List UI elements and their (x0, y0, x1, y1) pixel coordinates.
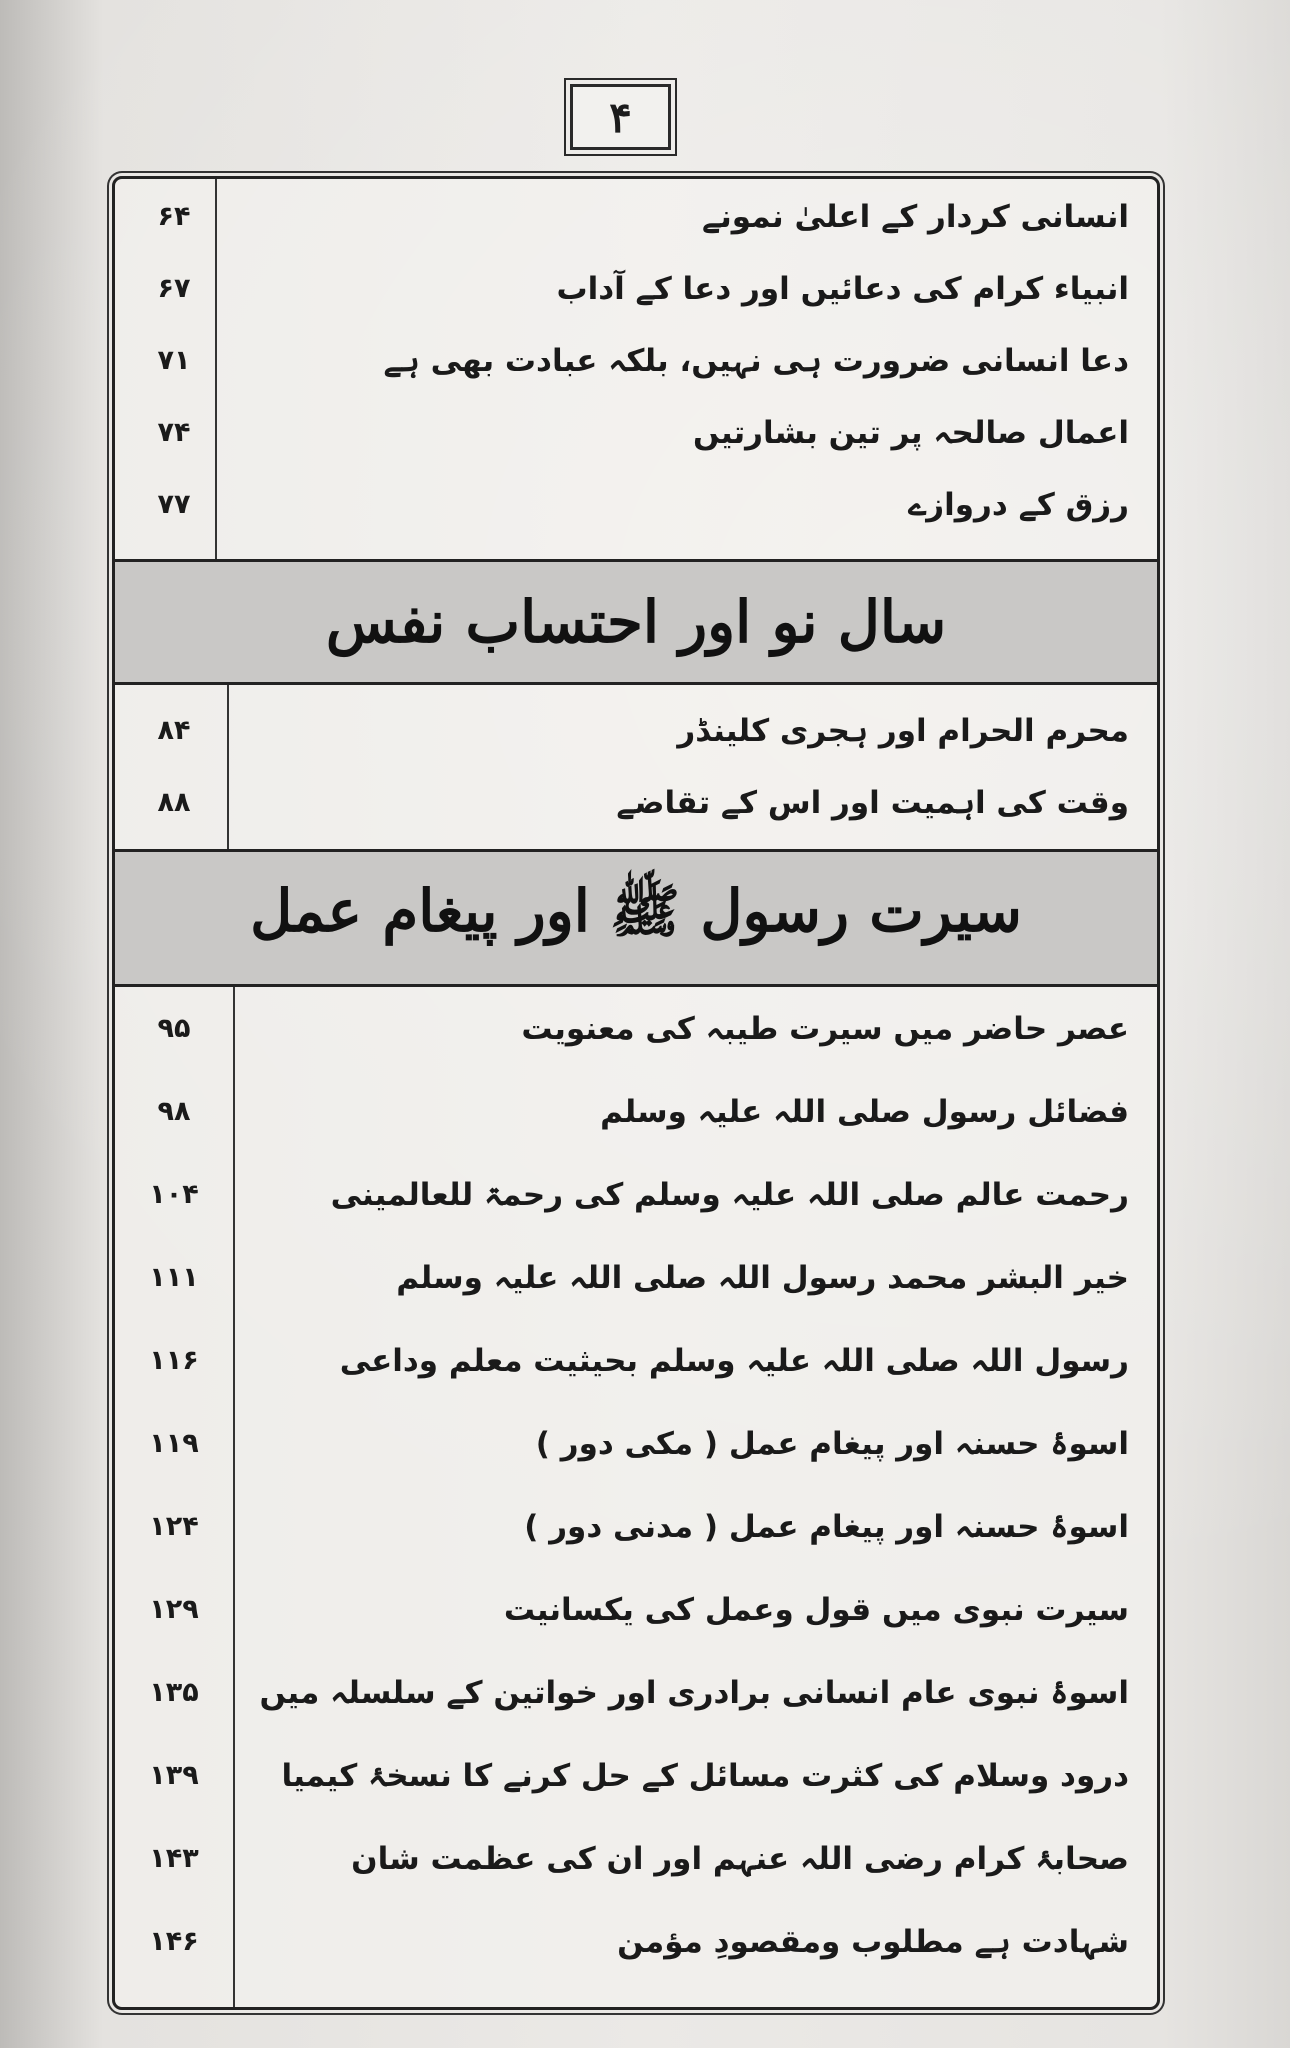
toc-entry-page: ۱۳۵ (149, 1677, 199, 1708)
section-heading-band (115, 852, 1157, 984)
toc-row (115, 331, 1157, 391)
toc-entry-page: ۱۲۹ (149, 1594, 199, 1625)
toc-row (115, 1082, 1157, 1142)
toc-row (115, 1414, 1157, 1474)
toc-entry-title: خیر البشر محمد رسول اللہ صلی اللہ علیہ وسلم (396, 1260, 1129, 1296)
toc-entry-title: درود وسلام کی کثرت مسائل کے حل کرنے کا نسخۂ کیمیا (281, 1758, 1129, 1794)
toc-entry-page: ۱۲۴ (149, 1511, 199, 1542)
toc-row (115, 1746, 1157, 1806)
toc-entry-page: ۷۴ (157, 417, 191, 448)
toc-entry-title: سیرت نبوی میں قول وعمل کی یکسانیت (503, 1592, 1129, 1628)
toc-row (115, 1912, 1157, 1972)
toc-entry-title: محرم الحرام اور ہجری کلینڈر (677, 713, 1129, 749)
toc-entry-title: انسانی کردار کے اعلیٰ نمونے (702, 199, 1129, 235)
toc-row (115, 999, 1157, 1059)
toc-entry-title: انبیاء کرام کی دعائیں اور دعا کے آداب (556, 271, 1129, 307)
toc-row (115, 475, 1157, 535)
page-number-box (570, 84, 671, 150)
toc-entry-title: صحابۂ کرام رضی اللہ عنہم اور ان کی عظمت شان (351, 1841, 1129, 1877)
toc-entry-page: ۱۱۹ (149, 1428, 199, 1459)
page-number: ۴ (609, 92, 632, 142)
contents-frame (112, 176, 1160, 2010)
toc-entry-page: ۱۱۱ (149, 1262, 199, 1293)
toc-entry-title: عصر حاضر میں سیرت طیبہ کی معنویت (521, 1011, 1129, 1047)
toc-entry-page: ۸۸ (157, 787, 191, 818)
toc-entry-page: ۱۰۴ (149, 1179, 199, 1210)
toc-row (115, 773, 1157, 833)
toc-entry-page: ۷۷ (157, 489, 191, 520)
toc-entry-title: رسول اللہ صلی اللہ علیہ وسلم بحیثیت معلم وداعی (339, 1343, 1129, 1379)
toc-entry-page: ۱۳۹ (149, 1760, 199, 1791)
toc-row (115, 403, 1157, 463)
toc-entry-title: اسوۂ حسنہ اور پیغام عمل ( مدنی دور ) (524, 1509, 1129, 1545)
toc-row (115, 1580, 1157, 1640)
toc-entry-page: ۹۸ (157, 1096, 191, 1127)
toc-entry-title: اسوۂ نبوی عام انسانی برادری اور خواتین کے سلسلہ میں (259, 1675, 1129, 1711)
toc-entry-title: رحمت عالم صلی اللہ علیہ وسلم کی رحمۃ للعالمینی (330, 1177, 1129, 1213)
toc-row (115, 187, 1157, 247)
toc-entry-page: ۶۴ (157, 201, 191, 232)
toc-row (115, 259, 1157, 319)
section-heading-band (115, 562, 1157, 682)
section-heading: سال نو اور احتساب نفس (325, 588, 947, 656)
toc-entry-title: شہادت ہے مطلوب ومقصودِ مؤمن (617, 1924, 1129, 1960)
toc-row (115, 1248, 1157, 1308)
toc-entry-page: ۹۵ (157, 1013, 191, 1044)
section-heading: سیرت رسول ﷺ اور پیغام عمل (250, 877, 1022, 945)
toc-row (115, 1497, 1157, 1557)
section-divider (115, 682, 1157, 685)
toc-row (115, 1331, 1157, 1391)
toc-row (115, 701, 1157, 761)
toc-entry-page: ۱۴۳ (149, 1843, 199, 1874)
toc-entry-page: ۸۴ (157, 715, 191, 746)
toc-entry-page: ۱۱۶ (149, 1345, 199, 1376)
toc-entry-title: دعا انسانی ضرورت ہی نہیں، بلکہ عبادت بھی ہے (383, 343, 1129, 379)
toc-entry-title: اسوۂ حسنہ اور پیغام عمل ( مکی دور ) (535, 1426, 1129, 1462)
toc-row (115, 1165, 1157, 1225)
toc-entry-page: ۶۷ (157, 273, 191, 304)
toc-row (115, 1829, 1157, 1889)
toc-entry-title: فضائل رسول صلی اللہ علیہ وسلم (600, 1094, 1129, 1130)
toc-entry-title: اعمال صالحہ پر تین بشارتیں (692, 415, 1129, 451)
toc-entry-page: ۱۴۶ (149, 1926, 199, 1957)
toc-entry-page: ۷۱ (157, 345, 191, 376)
toc-entry-title: رزق کے دروازے (908, 487, 1129, 523)
toc-entry-title: وقت کی اہمیت اور اس کے تقاضے (616, 785, 1129, 821)
toc-row (115, 1663, 1157, 1723)
section-divider (115, 984, 1157, 987)
